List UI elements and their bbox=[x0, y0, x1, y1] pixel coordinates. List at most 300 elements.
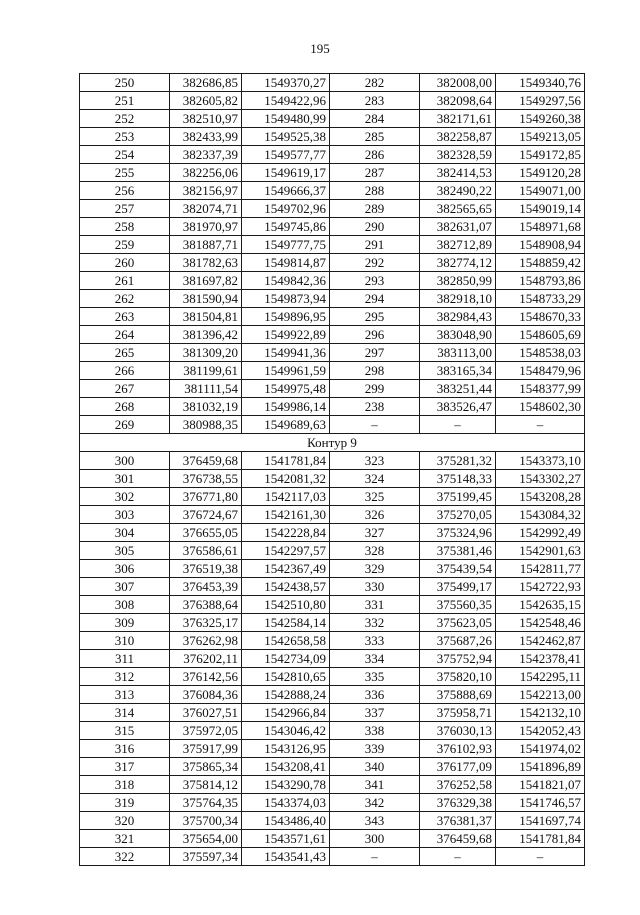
y-coordinate-left: 1542510,80 bbox=[242, 596, 330, 614]
x-coordinate-left: 376586,61 bbox=[170, 542, 242, 560]
point-number-right: 333 bbox=[330, 632, 420, 650]
y-coordinate-right: 1549172,85 bbox=[496, 146, 585, 164]
y-coordinate-left: 1542658,58 bbox=[242, 632, 330, 650]
table-row bbox=[80, 560, 585, 578]
point-number-right: 336 bbox=[330, 686, 420, 704]
table-row bbox=[80, 596, 585, 614]
y-coordinate-right: 1549120,28 bbox=[496, 164, 585, 182]
point-number-right: 283 bbox=[330, 92, 420, 110]
point-number-left: 313 bbox=[80, 686, 170, 704]
contour-9-rows bbox=[80, 452, 585, 866]
point-number-right: 341 bbox=[330, 776, 420, 794]
point-number-left: 265 bbox=[80, 344, 170, 362]
table-row bbox=[80, 128, 585, 146]
y-coordinate-left: 1549702,96 bbox=[242, 200, 330, 218]
point-number-left: 269 bbox=[80, 416, 170, 434]
y-coordinate-right: 1548479,96 bbox=[496, 362, 585, 380]
point-number-right: 330 bbox=[330, 578, 420, 596]
point-number-left: 301 bbox=[80, 470, 170, 488]
x-coordinate-right: 382774,12 bbox=[420, 254, 496, 272]
x-coordinate-left: 382156,97 bbox=[170, 182, 242, 200]
point-number-right: 290 bbox=[330, 218, 420, 236]
x-coordinate-right: 383113,00 bbox=[420, 344, 496, 362]
coordinates-table bbox=[79, 73, 585, 866]
x-coordinate-right: 375623,05 bbox=[420, 614, 496, 632]
x-coordinate-left: 382510,97 bbox=[170, 110, 242, 128]
point-number-right: 337 bbox=[330, 704, 420, 722]
table-row bbox=[80, 146, 585, 164]
x-coordinate-right: 375148,33 bbox=[420, 470, 496, 488]
point-number-left: 312 bbox=[80, 668, 170, 686]
y-coordinate-left: 1542117,03 bbox=[242, 488, 330, 506]
x-coordinate-left: 381309,20 bbox=[170, 344, 242, 362]
x-coordinate-right: 382171,61 bbox=[420, 110, 496, 128]
contour-heading-row-group bbox=[80, 434, 585, 452]
y-coordinate-right: 1541896,89 bbox=[496, 758, 585, 776]
y-coordinate-right: – bbox=[496, 848, 585, 866]
x-coordinate-right: 382565,65 bbox=[420, 200, 496, 218]
x-coordinate-right: 376329,38 bbox=[420, 794, 496, 812]
x-coordinate-right: 376102,93 bbox=[420, 740, 496, 758]
x-coordinate-left: 376655,05 bbox=[170, 524, 242, 542]
x-coordinate-right: 376252,58 bbox=[420, 776, 496, 794]
y-coordinate-right: 1542132,10 bbox=[496, 704, 585, 722]
table-row bbox=[80, 326, 585, 344]
x-coordinate-left: 381396,42 bbox=[170, 326, 242, 344]
y-coordinate-left: 1549896,95 bbox=[242, 308, 330, 326]
x-coordinate-right: 375888,69 bbox=[420, 686, 496, 704]
y-coordinate-right: 1548602,30 bbox=[496, 398, 585, 416]
x-coordinate-left: 381504,81 bbox=[170, 308, 242, 326]
x-coordinate-right: 375752,94 bbox=[420, 650, 496, 668]
contour-title: Контур 9 bbox=[80, 434, 585, 452]
y-coordinate-left: 1542228,84 bbox=[242, 524, 330, 542]
table-row bbox=[80, 722, 585, 740]
point-number-left: 319 bbox=[80, 794, 170, 812]
point-number-left: 267 bbox=[80, 380, 170, 398]
x-coordinate-left: 376084,36 bbox=[170, 686, 242, 704]
x-coordinate-right: 382098,64 bbox=[420, 92, 496, 110]
table-row bbox=[80, 164, 585, 182]
y-coordinate-right: 1542462,87 bbox=[496, 632, 585, 650]
point-number-right: 297 bbox=[330, 344, 420, 362]
y-coordinate-right: 1541974,02 bbox=[496, 740, 585, 758]
point-number-right: 292 bbox=[330, 254, 420, 272]
y-coordinate-right: 1548733,29 bbox=[496, 290, 585, 308]
y-coordinate-left: 1543290,78 bbox=[242, 776, 330, 794]
y-coordinate-left: 1543046,42 bbox=[242, 722, 330, 740]
point-number-left: 251 bbox=[80, 92, 170, 110]
y-coordinate-right: 1548377,99 bbox=[496, 380, 585, 398]
table-row bbox=[80, 668, 585, 686]
table-row bbox=[80, 740, 585, 758]
point-number-left: 310 bbox=[80, 632, 170, 650]
y-coordinate-right: 1542378,41 bbox=[496, 650, 585, 668]
table-row bbox=[80, 380, 585, 398]
point-number-right: 289 bbox=[330, 200, 420, 218]
point-number-right: 325 bbox=[330, 488, 420, 506]
y-coordinate-right: 1548908,94 bbox=[496, 236, 585, 254]
y-coordinate-right: 1542992,49 bbox=[496, 524, 585, 542]
table-row bbox=[80, 812, 585, 830]
x-coordinate-left: 375917,99 bbox=[170, 740, 242, 758]
y-coordinate-left: 1549370,27 bbox=[242, 74, 330, 92]
point-number-right: 340 bbox=[330, 758, 420, 776]
table-row bbox=[80, 200, 585, 218]
point-number-left: 317 bbox=[80, 758, 170, 776]
x-coordinate-left: 375865,34 bbox=[170, 758, 242, 776]
point-number-right: 238 bbox=[330, 398, 420, 416]
x-coordinate-right: 383526,47 bbox=[420, 398, 496, 416]
x-coordinate-left: 375654,00 bbox=[170, 830, 242, 848]
x-coordinate-left: 376027,51 bbox=[170, 704, 242, 722]
point-number-left: 254 bbox=[80, 146, 170, 164]
point-number-right: 285 bbox=[330, 128, 420, 146]
point-number-left: 305 bbox=[80, 542, 170, 560]
point-number-right: 326 bbox=[330, 506, 420, 524]
point-number-left: 268 bbox=[80, 398, 170, 416]
table-row bbox=[80, 614, 585, 632]
y-coordinate-left: 1549689,63 bbox=[242, 416, 330, 434]
x-coordinate-left: 381887,71 bbox=[170, 236, 242, 254]
table-row bbox=[80, 416, 585, 434]
x-coordinate-right: 382008,00 bbox=[420, 74, 496, 92]
point-number-right: 291 bbox=[330, 236, 420, 254]
table-row bbox=[80, 506, 585, 524]
point-number-left: 252 bbox=[80, 110, 170, 128]
x-coordinate-left: 381590,94 bbox=[170, 290, 242, 308]
y-coordinate-left: 1541781,84 bbox=[242, 452, 330, 470]
point-number-left: 302 bbox=[80, 488, 170, 506]
point-number-left: 266 bbox=[80, 362, 170, 380]
y-coordinate-right: 1542213,00 bbox=[496, 686, 585, 704]
x-coordinate-left: 376453,39 bbox=[170, 578, 242, 596]
point-number-right: 295 bbox=[330, 308, 420, 326]
point-number-right: – bbox=[330, 416, 420, 434]
x-coordinate-left: 381199,61 bbox=[170, 362, 242, 380]
point-number-left: 304 bbox=[80, 524, 170, 542]
table-row bbox=[80, 848, 585, 866]
point-number-right: 342 bbox=[330, 794, 420, 812]
point-number-right: 286 bbox=[330, 146, 420, 164]
x-coordinate-right: 375281,32 bbox=[420, 452, 496, 470]
y-coordinate-right: 1543373,10 bbox=[496, 452, 585, 470]
point-number-left: 315 bbox=[80, 722, 170, 740]
point-number-left: 255 bbox=[80, 164, 170, 182]
table-row bbox=[80, 110, 585, 128]
table-row bbox=[80, 650, 585, 668]
x-coordinate-left: 376388,64 bbox=[170, 596, 242, 614]
y-coordinate-left: 1542888,24 bbox=[242, 686, 330, 704]
y-coordinate-right: 1541781,84 bbox=[496, 830, 585, 848]
y-coordinate-left: 1542161,30 bbox=[242, 506, 330, 524]
y-coordinate-left: 1542367,49 bbox=[242, 560, 330, 578]
point-number-right: 294 bbox=[330, 290, 420, 308]
y-coordinate-left: 1543208,41 bbox=[242, 758, 330, 776]
table-row bbox=[80, 830, 585, 848]
contour-heading-row bbox=[80, 434, 585, 452]
table-row bbox=[80, 794, 585, 812]
y-coordinate-right: 1549019,14 bbox=[496, 200, 585, 218]
point-number-right: 343 bbox=[330, 812, 420, 830]
x-coordinate-left: 380988,35 bbox=[170, 416, 242, 434]
y-coordinate-left: 1549873,94 bbox=[242, 290, 330, 308]
y-coordinate-right: 1541821,07 bbox=[496, 776, 585, 794]
x-coordinate-right: 383165,34 bbox=[420, 362, 496, 380]
y-coordinate-right: 1549340,76 bbox=[496, 74, 585, 92]
y-coordinate-left: 1543541,43 bbox=[242, 848, 330, 866]
x-coordinate-right: 382490,22 bbox=[420, 182, 496, 200]
table-row bbox=[80, 254, 585, 272]
point-number-right: 331 bbox=[330, 596, 420, 614]
y-coordinate-left: 1542297,57 bbox=[242, 542, 330, 560]
x-coordinate-left: 382605,82 bbox=[170, 92, 242, 110]
y-coordinate-right: 1549213,05 bbox=[496, 128, 585, 146]
table-row bbox=[80, 236, 585, 254]
point-number-left: 258 bbox=[80, 218, 170, 236]
table-row bbox=[80, 488, 585, 506]
table-row bbox=[80, 344, 585, 362]
table-row bbox=[80, 182, 585, 200]
x-coordinate-right: 375560,35 bbox=[420, 596, 496, 614]
x-coordinate-right: 375199,45 bbox=[420, 488, 496, 506]
y-coordinate-left: 1542584,14 bbox=[242, 614, 330, 632]
point-number-right: 328 bbox=[330, 542, 420, 560]
point-number-left: 306 bbox=[80, 560, 170, 578]
y-coordinate-right: 1549071,00 bbox=[496, 182, 585, 200]
point-number-left: 263 bbox=[80, 308, 170, 326]
table-row bbox=[80, 362, 585, 380]
point-number-right: 338 bbox=[330, 722, 420, 740]
x-coordinate-right: – bbox=[420, 416, 496, 434]
y-coordinate-right: 1542811,77 bbox=[496, 560, 585, 578]
point-number-left: 261 bbox=[80, 272, 170, 290]
point-number-left: 259 bbox=[80, 236, 170, 254]
x-coordinate-right: 383048,90 bbox=[420, 326, 496, 344]
table-row bbox=[80, 758, 585, 776]
x-coordinate-right: 382984,43 bbox=[420, 308, 496, 326]
x-coordinate-right: 383251,44 bbox=[420, 380, 496, 398]
x-coordinate-right: 375687,26 bbox=[420, 632, 496, 650]
x-coordinate-right: 376177,09 bbox=[420, 758, 496, 776]
x-coordinate-left: 376262,98 bbox=[170, 632, 242, 650]
page-number: 195 bbox=[310, 41, 330, 56]
point-number-right: 323 bbox=[330, 452, 420, 470]
x-coordinate-left: 381032,19 bbox=[170, 398, 242, 416]
x-coordinate-left: 381111,54 bbox=[170, 380, 242, 398]
point-number-right: 329 bbox=[330, 560, 420, 578]
y-coordinate-right: 1549260,38 bbox=[496, 110, 585, 128]
y-coordinate-right: 1548538,03 bbox=[496, 344, 585, 362]
x-coordinate-left: 382074,71 bbox=[170, 200, 242, 218]
y-coordinate-left: 1549941,36 bbox=[242, 344, 330, 362]
point-number-right: 332 bbox=[330, 614, 420, 632]
x-coordinate-left: 376724,67 bbox=[170, 506, 242, 524]
y-coordinate-left: 1549422,96 bbox=[242, 92, 330, 110]
x-coordinate-right: 375958,71 bbox=[420, 704, 496, 722]
x-coordinate-right: 375439,54 bbox=[420, 560, 496, 578]
x-coordinate-left: 382686,85 bbox=[170, 74, 242, 92]
table-row bbox=[80, 92, 585, 110]
y-coordinate-left: 1543486,40 bbox=[242, 812, 330, 830]
point-number-left: 300 bbox=[80, 452, 170, 470]
point-number-right: 293 bbox=[330, 272, 420, 290]
y-coordinate-left: 1549480,99 bbox=[242, 110, 330, 128]
point-number-right: 299 bbox=[330, 380, 420, 398]
point-number-right: 327 bbox=[330, 524, 420, 542]
x-coordinate-left: 382433,99 bbox=[170, 128, 242, 146]
y-coordinate-left: 1542734,09 bbox=[242, 650, 330, 668]
y-coordinate-right: 1543084,32 bbox=[496, 506, 585, 524]
y-coordinate-left: 1542438,57 bbox=[242, 578, 330, 596]
table-row bbox=[80, 686, 585, 704]
y-coordinate-left: 1549814,87 bbox=[242, 254, 330, 272]
y-coordinate-right: 1542901,63 bbox=[496, 542, 585, 560]
point-number-left: 264 bbox=[80, 326, 170, 344]
point-number-right: 334 bbox=[330, 650, 420, 668]
x-coordinate-left: 381970,97 bbox=[170, 218, 242, 236]
y-coordinate-right: – bbox=[496, 416, 585, 434]
table-row bbox=[80, 776, 585, 794]
y-coordinate-right: 1548971,68 bbox=[496, 218, 585, 236]
y-coordinate-left: 1549525,38 bbox=[242, 128, 330, 146]
y-coordinate-left: 1542081,32 bbox=[242, 470, 330, 488]
table-row bbox=[80, 470, 585, 488]
point-number-left: 314 bbox=[80, 704, 170, 722]
y-coordinate-left: 1543126,95 bbox=[242, 740, 330, 758]
table-row bbox=[80, 542, 585, 560]
point-number-right: 288 bbox=[330, 182, 420, 200]
y-coordinate-right: 1548605,69 bbox=[496, 326, 585, 344]
point-number-left: 320 bbox=[80, 812, 170, 830]
y-coordinate-left: 1549666,37 bbox=[242, 182, 330, 200]
x-coordinate-left: 381782,63 bbox=[170, 254, 242, 272]
point-number-right: 335 bbox=[330, 668, 420, 686]
y-coordinate-left: 1549986,14 bbox=[242, 398, 330, 416]
x-coordinate-left: 382337,39 bbox=[170, 146, 242, 164]
point-number-right: 324 bbox=[330, 470, 420, 488]
y-coordinate-right: 1542295,11 bbox=[496, 668, 585, 686]
x-coordinate-right: 382850,99 bbox=[420, 272, 496, 290]
x-coordinate-right: 382328,59 bbox=[420, 146, 496, 164]
point-number-left: 253 bbox=[80, 128, 170, 146]
x-coordinate-left: 375764,35 bbox=[170, 794, 242, 812]
x-coordinate-left: 375700,34 bbox=[170, 812, 242, 830]
x-coordinate-right: 382918,10 bbox=[420, 290, 496, 308]
point-number-left: 321 bbox=[80, 830, 170, 848]
y-coordinate-left: 1549975,48 bbox=[242, 380, 330, 398]
point-number-left: 318 bbox=[80, 776, 170, 794]
x-coordinate-left: 376202,11 bbox=[170, 650, 242, 668]
x-coordinate-right: 382414,53 bbox=[420, 164, 496, 182]
x-coordinate-right: 376030,13 bbox=[420, 722, 496, 740]
y-coordinate-left: 1542810,65 bbox=[242, 668, 330, 686]
table-row bbox=[80, 218, 585, 236]
table-row bbox=[80, 308, 585, 326]
y-coordinate-left: 1549619,17 bbox=[242, 164, 330, 182]
point-number-left: 250 bbox=[80, 74, 170, 92]
point-number-right: 296 bbox=[330, 326, 420, 344]
x-coordinate-left: 375814,12 bbox=[170, 776, 242, 794]
y-coordinate-left: 1543571,61 bbox=[242, 830, 330, 848]
point-number-left: 316 bbox=[80, 740, 170, 758]
x-coordinate-right: 375499,17 bbox=[420, 578, 496, 596]
y-coordinate-left: 1549777,75 bbox=[242, 236, 330, 254]
y-coordinate-left: 1549577,77 bbox=[242, 146, 330, 164]
y-coordinate-right: 1541746,57 bbox=[496, 794, 585, 812]
point-number-left: 257 bbox=[80, 200, 170, 218]
x-coordinate-left: 375597,34 bbox=[170, 848, 242, 866]
x-coordinate-right: 375820,10 bbox=[420, 668, 496, 686]
table-row bbox=[80, 704, 585, 722]
x-coordinate-left: 382256,06 bbox=[170, 164, 242, 182]
y-coordinate-left: 1549922,89 bbox=[242, 326, 330, 344]
x-coordinate-right: 375381,46 bbox=[420, 542, 496, 560]
y-coordinate-left: 1543374,03 bbox=[242, 794, 330, 812]
table-row bbox=[80, 578, 585, 596]
x-coordinate-left: 376325,17 bbox=[170, 614, 242, 632]
point-number-left: 303 bbox=[80, 506, 170, 524]
table-row bbox=[80, 524, 585, 542]
point-number-right: 339 bbox=[330, 740, 420, 758]
point-number-right: 298 bbox=[330, 362, 420, 380]
y-coordinate-right: 1542722,93 bbox=[496, 578, 585, 596]
contour-8-rows bbox=[80, 74, 585, 434]
y-coordinate-right: 1542052,43 bbox=[496, 722, 585, 740]
table-row bbox=[80, 272, 585, 290]
x-coordinate-right: – bbox=[420, 848, 496, 866]
y-coordinate-right: 1542548,46 bbox=[496, 614, 585, 632]
y-coordinate-left: 1542966,84 bbox=[242, 704, 330, 722]
table-row bbox=[80, 290, 585, 308]
point-number-right: – bbox=[330, 848, 420, 866]
y-coordinate-right: 1543302,27 bbox=[496, 470, 585, 488]
point-number-left: 260 bbox=[80, 254, 170, 272]
x-coordinate-left: 381697,82 bbox=[170, 272, 242, 290]
y-coordinate-right: 1548670,33 bbox=[496, 308, 585, 326]
table-row bbox=[80, 74, 585, 92]
table-row bbox=[80, 632, 585, 650]
x-coordinate-right: 375324,96 bbox=[420, 524, 496, 542]
y-coordinate-right: 1541697,74 bbox=[496, 812, 585, 830]
x-coordinate-right: 382258,87 bbox=[420, 128, 496, 146]
point-number-right: 300 bbox=[330, 830, 420, 848]
y-coordinate-right: 1549297,56 bbox=[496, 92, 585, 110]
point-number-left: 311 bbox=[80, 650, 170, 668]
x-coordinate-left: 375972,05 bbox=[170, 722, 242, 740]
y-coordinate-left: 1549842,36 bbox=[242, 272, 330, 290]
point-number-right: 282 bbox=[330, 74, 420, 92]
x-coordinate-left: 376738,55 bbox=[170, 470, 242, 488]
point-number-left: 309 bbox=[80, 614, 170, 632]
table-row bbox=[80, 398, 585, 416]
x-coordinate-right: 382631,07 bbox=[420, 218, 496, 236]
x-coordinate-left: 376771,80 bbox=[170, 488, 242, 506]
x-coordinate-left: 376459,68 bbox=[170, 452, 242, 470]
point-number-left: 256 bbox=[80, 182, 170, 200]
x-coordinate-left: 376519,38 bbox=[170, 560, 242, 578]
y-coordinate-right: 1548859,42 bbox=[496, 254, 585, 272]
x-coordinate-right: 375270,05 bbox=[420, 506, 496, 524]
y-coordinate-left: 1549961,59 bbox=[242, 362, 330, 380]
x-coordinate-right: 376459,68 bbox=[420, 830, 496, 848]
point-number-right: 287 bbox=[330, 164, 420, 182]
y-coordinate-right: 1548793,86 bbox=[496, 272, 585, 290]
point-number-right: 284 bbox=[330, 110, 420, 128]
y-coordinate-right: 1543208,28 bbox=[496, 488, 585, 506]
point-number-left: 262 bbox=[80, 290, 170, 308]
y-coordinate-left: 1549745,86 bbox=[242, 218, 330, 236]
